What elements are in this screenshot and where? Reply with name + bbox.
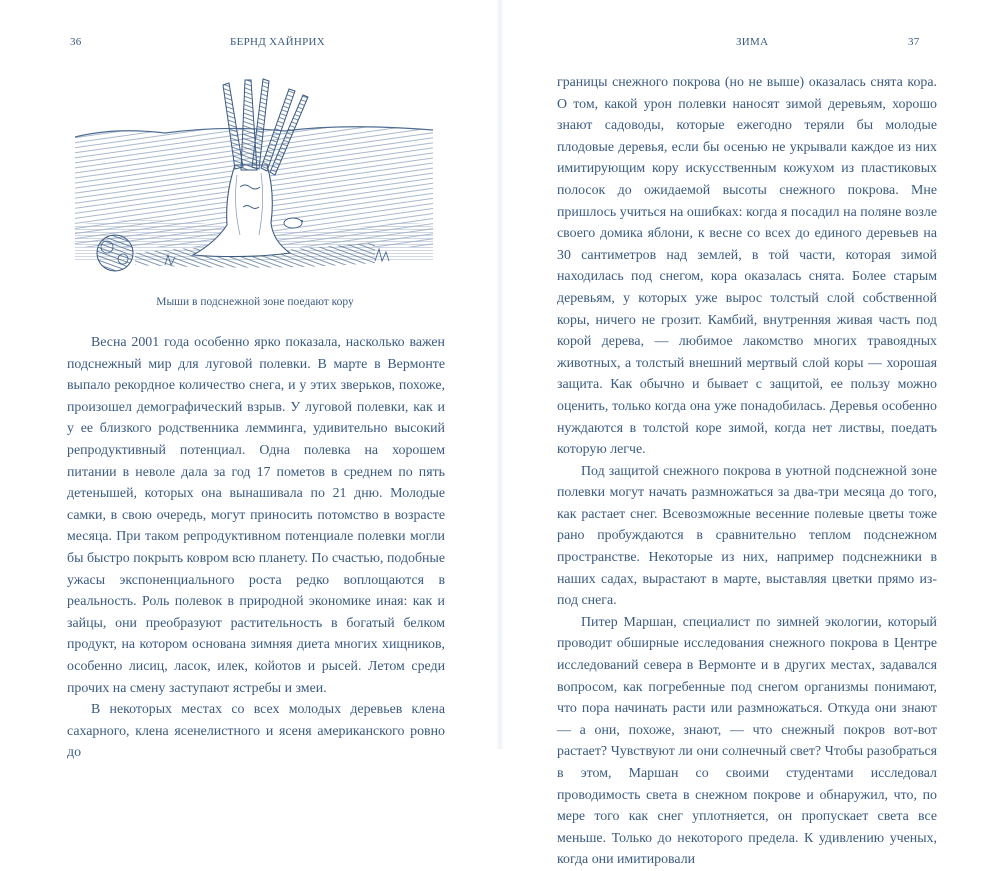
figure-illustration <box>75 75 433 285</box>
right-running-head: ЗИМА <box>736 36 769 48</box>
paragraph: границы снежного покрова (но не выше) оказалась снята кора. О том, какой урон полевки наносят зимой деревьям, хорошо знают садоводы, которые ежегодно теряли бы молодые плодовые деревья, если бы осенью не укрывали каждое из них имитирующим кору искусственным кожухом из пластиковых полосок до ожидаемой высоты снежного покрова. Мне пришлось учиться на ошибках: когда я посадил на поляне возле своего домика яблони, к весне со всех до единого деревьев на 30 сантиметров над землей, в той части, которая зимой находилась под снегом, кора оказалась снята. Более старым деревьям, у которых уже вырос толстый слой собственной коры, ничего не грозит. Камбий, внутренняя живая часть под корой дерева, — любимое лакомство многих травоядных животных, а толстый внешний мертвый слой коры — хорошая защита. Как обычно и бывает с защитой, ее пользу можно оценить, только когда она уже понадобилась. Деревья особенно нуждаются в толстой коре зимой, когда нет листвы, поедать которую легче. <box>557 75 937 458</box>
left-page-number: 36 <box>70 36 82 48</box>
figure-caption: Мыши в подснежной зоне поедают кору <box>156 296 354 308</box>
right-body-text <box>557 72 937 871</box>
right-page <box>500 0 1000 868</box>
left-page <box>0 0 500 761</box>
paragraph: Питер Маршан, специалист по зимней экологии, который проводит обширные исследования снежного покрова в Центре исследований севера в Вермонте и в других местах, задавался вопросом, как погребенные под снегом организмы понимают, что пора начинать расти или размножаться. Откуда они знают — а они, похоже, знают, — что снежный покров вот-вот растает? Чувствуют ли они солнечный свет? Чтобы разобраться в этом, Маршан со своими студентами исследовал проводимость света в снежном покрове и обнаружил, что, по мере того как снег уплотняется, он пропускает света все меньше. Только до некоторого предела. К удивлению ученых, когда они имитировали <box>557 614 937 868</box>
left-running-head: БЕРНД ХАЙНРИХ <box>230 36 326 48</box>
paragraph: Под защитой снежного покрова в уютной подснежной зоне полевки могут начать размножаться за два-три месяца до того, как растает снег. Всевозможные весенние полевые цветы тоже рано пробуждаются в сравнительно теплом подснежном пространстве. Некоторые из них, например подснежники в наших садах, вырастают в марте, выставляя цветки прямо из-под снега. <box>557 463 937 609</box>
paragraph: В некоторых местах со всех молодых деревьев клена сахарного, клена ясенелистного и ясеня американского ровно до <box>67 702 445 761</box>
mice-bark-illustration <box>75 75 433 285</box>
paragraph: Весна 2001 года особенно ярко показала, насколько важен подснежный мир для луговой полевки. В марте в Вермонте выпало рекордное количество снега, и у этих зверьков, похоже, произошел демографический взрыв. У луговой полевки, как и у ее близкого родственника лемминга, удивительно высокий репродуктивный потенциал. Одна полевка на хорошем питании в неволе дала за год 17 пометов в среднем по пять детенышей, которых она вынашивала по 21 дню. Молодые самки, в свою очередь, могут приносить потомство в возрасте месяца. При таком репродуктивном потенциале полевки могли бы быстро покрыть ковром всю планету. По счастью, подобные ужасы экспоненциального роста редко воплощаются в реальность. Роль полевок в природной экономике иная: как и зайцы, они преобразуют растительность в богатый белком продукт, на котором основана зимняя диета многих хищников, особенно лисиц, ласок, илек, койотов и рысей. Летом среди прочих на смену заступают ястребы и змеи. <box>67 335 445 696</box>
left-body-text <box>67 332 445 764</box>
right-page-number: 37 <box>908 36 920 48</box>
